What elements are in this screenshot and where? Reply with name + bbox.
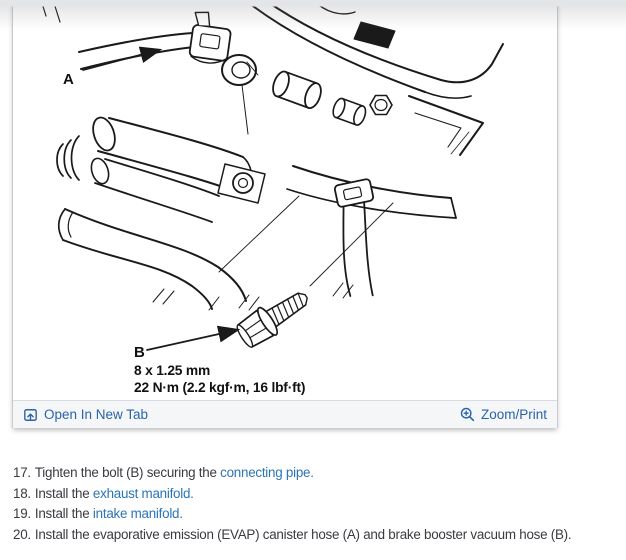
bolt-b (233, 283, 315, 352)
engine-diagram (13, 0, 557, 399)
open-in-new-tab-icon (23, 408, 38, 422)
link-exhaust-manifold[interactable]: exhaust manifold. (92, 485, 194, 501)
step-number: 18. (13, 485, 31, 501)
link-connecting-pipe[interactable]: connecting pipe. (220, 465, 314, 480)
zoom-print-label: Zoom/Print (480, 407, 547, 422)
bolt-size-label: 8 x 1.25 mm (134, 363, 211, 378)
step-text: Install the evaporative emission (EVAP) canister hose (A) and brake booster vacuum hose (B). (34, 526, 572, 542)
step-text: Tighten the bolt (B) securing the (34, 465, 221, 480)
hex-nut (370, 96, 392, 115)
callout-arrow-a (83, 50, 159, 70)
instruction-list (13, 463, 571, 545)
hose-clamp-a (189, 11, 234, 66)
diagram-canvas (13, 0, 557, 399)
list-item-step-19 (13, 504, 571, 525)
torque-spec-label: 22 N·m (2.2 kgf·m, 16 lbf·ft) (134, 380, 306, 395)
callout-arrow-b (147, 330, 237, 350)
step-text: Install the (34, 485, 93, 501)
open-in-new-tab-label: Open In New Tab (44, 407, 149, 422)
step-number: 20. (13, 526, 31, 542)
step-number: 19. (13, 506, 31, 522)
zoom-print-button[interactable] (460, 407, 547, 422)
step-number: 17. (13, 465, 31, 480)
label-b: B (134, 344, 145, 361)
step-text: Install the (34, 506, 93, 522)
diagram-viewer (12, 0, 558, 428)
viewer-footer (13, 400, 557, 428)
hose-clamp-lower (327, 178, 393, 299)
open-in-new-tab-button[interactable] (23, 407, 148, 422)
list-item-step-17 (13, 463, 571, 484)
label-a: A (63, 71, 74, 88)
list-item-step-20 (13, 525, 571, 546)
list-item-step-18 (13, 484, 571, 505)
zoom-in-icon (460, 407, 475, 422)
link-intake-manifold[interactable]: intake manifold. (92, 506, 183, 522)
